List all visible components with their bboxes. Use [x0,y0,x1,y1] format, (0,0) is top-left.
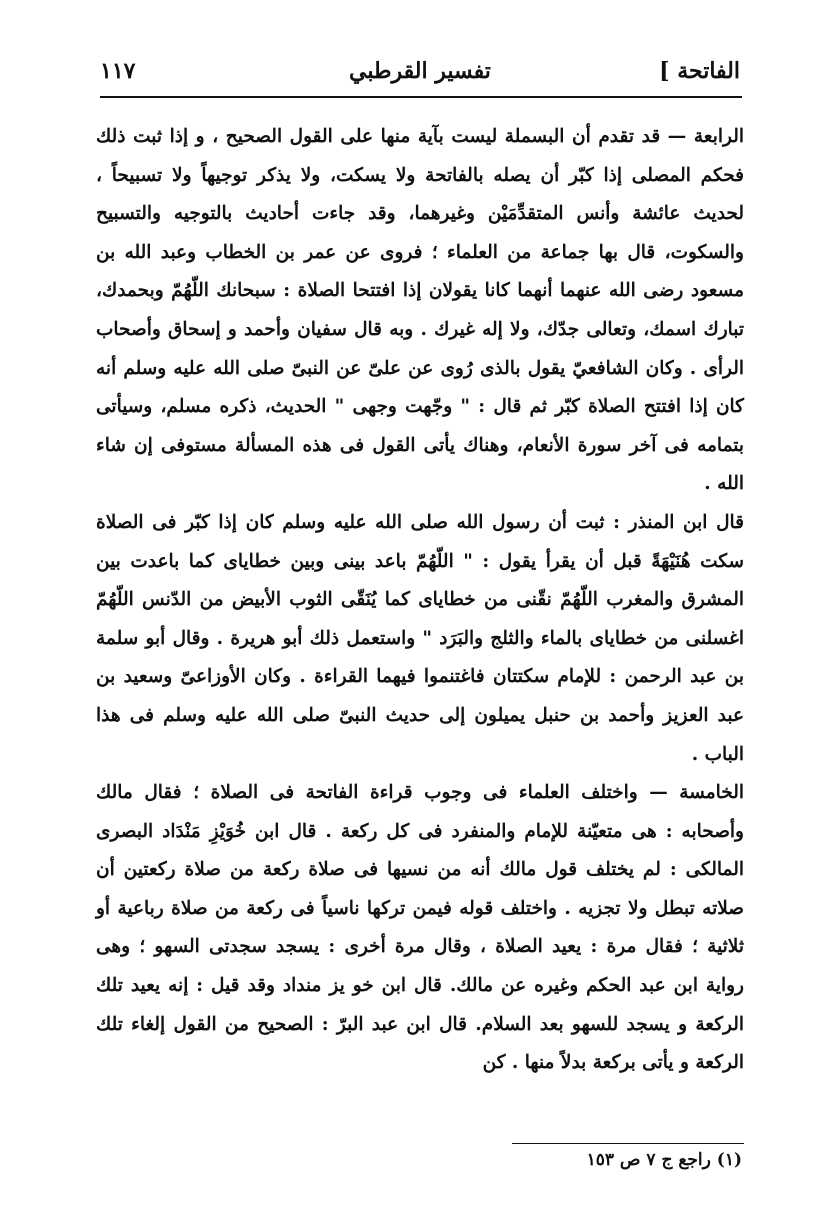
page-number: ١١٧ [100,58,136,84]
footnote: (١) راجع ج ٧ ص ١٥٣ [586,1150,742,1170]
paragraph-ibn-almundhir: قال ابن المنذر : ثبت أن رسول الله صلى الله عليه وسلم كان إذا كبّر فى الصلاة سكت هُنَيْهَةً قبل أن يقرأ يقول : " اللّهُمّ باعد بينى وبين خطاياى كما باعدت بين المشرق والمغرب اللّهُمّ نقّنى من خطاياى كما يُنَقّى الثوب الأبيض من الدّنس اللّهُمّ اغسلنى من خطاياى بالماء والثلج والبَرَد " واستعمل ذلك أبو هريرة . وقال أبو سلمة بن عبد الرحمن : للإمام سكتتان فاغتنموا فيهما القراءة . وكان الأوزاعىّ وسعيد بن عبد العزيز وأحمد بن حنبل يميلون إلى حديث النبىّ صلى الله عليه وسلم فى هذا الباب . [96,511,744,765]
main-text [96,118,744,1083]
page-header [100,52,740,92]
book-title: تفسير القرطبي [349,58,491,84]
header-bracket: ] [659,58,670,84]
paragraph-fifth-issue: الخامسة — واختلف العلماء فى وجوب قراءة الفاتحة فى الصلاة ؛ فقال مالك وأصحابه : هى متعيّنة للإمام والمنفرد فى كل ركعة . قال ابن خُوَيْزِ مَنْدَاد البصرى المالكى : لم يختلف قول مالك أنه من نسيها فى صلاة ركعة من صلاة ركعتين أن صلاته تبطل ولا تجزيه . واختلف قوله فيمن تركها ناسياً فى ركعة من صلاة رباعية أو ثلاثية ؛ فقال مرة : يعيد الصلاة ، وقال مرة أخرى : يسجد سجدتى السهو ؛ وهى رواية ابن عبد الحكم وغيره عن مالك. قال ابن خو يز منداد وقد قيل : إنه يعيد تلك الركعة و يسجد للسهو بعد السلام. قال ابن عبد البرّ : الصحيح من القول إلغاء تلك الركعة و يأتى بركعة بدلاً منها . كن [96,782,744,1074]
paragraph-fourth-issue: الرابعة — قد تقدم أن البسملة ليست بآية منها على القول الصحيح ، و إذا ثبت ذلك فحكم المصلى إذا كبّر أن يصله بالفاتحة ولا يسكت، ولا يذكر توجيهاً ولا تسبيحاً ، لحديث عائشة وأنس المتقدِّمَيْن وغيرهما، وقد جاءت أحاديث بالتوجيه والتسبيح والسكوت، قال بها جماعة من العلماء ؛ فروى عن عمر بن الخطاب وعبد الله بن مسعود رضى الله عنهما أنهما كانا يقولان إذا افتتحا الصلاة : سبحانك اللّهُمّ وبحمدك، تبارك اسمك، وتعالى جدّك، ولا إله غيرك . وبه قال سفيان وأحمد و إسحاق وأصحاب الرأى . وكان الشافعيّ يقول بالذى رُوى عن علىّ عن النبىّ صلى الله عليه وسلم أنه كان إذا افتتح الصلاة كبّر ثم قال : " وجّهت وجهى " الحديث، ذكره مسلم، وسيأتى بتمامه فى آخر سورة الأنعام، وهناك يأتى القول فى هذه المسألة مستوفى إن شاء الله . [96,126,744,495]
section-title: الفاتحة [677,58,740,84]
footnote-divider [512,1143,744,1144]
header-divider [100,96,742,98]
